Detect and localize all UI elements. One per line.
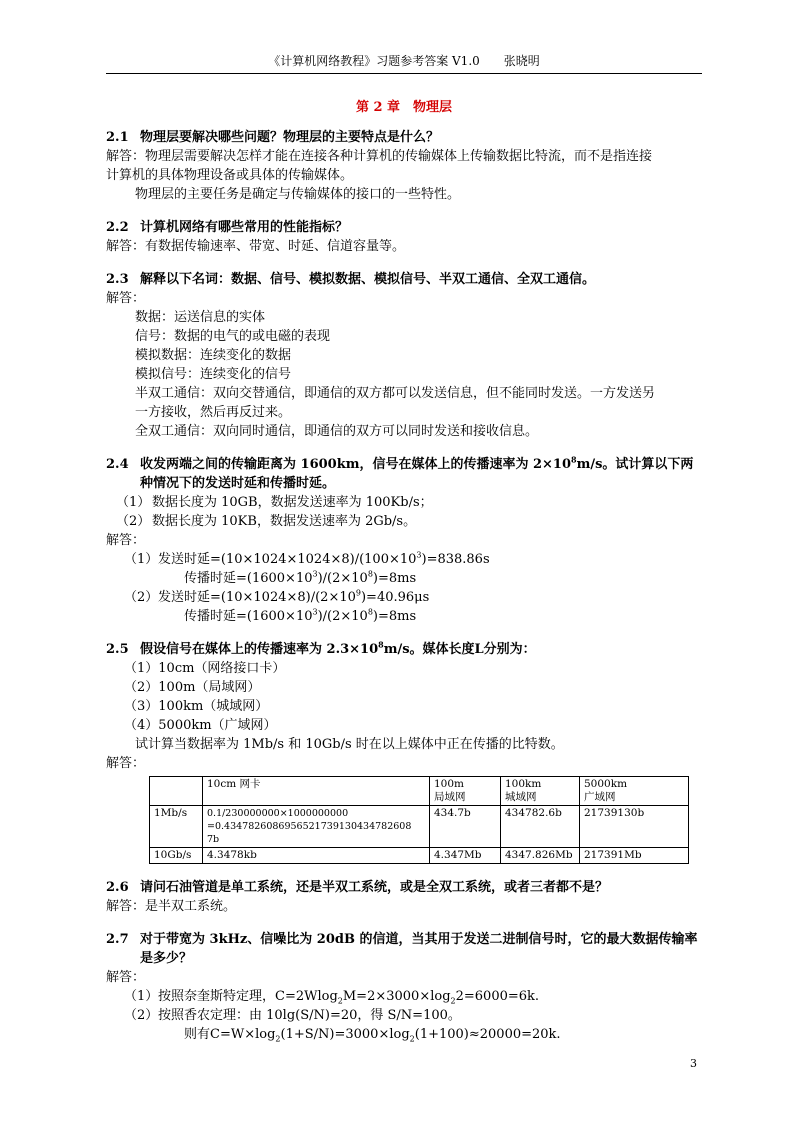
formula-part: )=838.86s [421,552,490,567]
definition-half-duplex-cont: 一方接收，然后再反过来。 [135,405,292,420]
table-row [150,806,689,848]
question-2-2 [106,218,702,237]
solution-nyquist [106,987,702,1006]
condition-1 [106,493,702,512]
formula-part: )=40.96μs [360,590,430,605]
formula-part: 发送时延=(10×1024×1024×8)/(100×10 [158,552,417,567]
table-cell [501,777,580,806]
solution-1-send-delay [106,550,702,569]
table-cell [150,777,203,806]
item-number: （1） [124,989,159,1004]
answer-line: 计算机的具体物理设备或具体的传输媒体。 [106,168,354,183]
question-number: 2.7 [106,932,129,947]
condition-2 [106,512,702,531]
table-cell: 1Mb/s [150,806,203,848]
question-text [140,640,702,659]
question-text: 计算机网络有哪些常用的性能指标？ [140,220,349,235]
formula-part: 按照奈奎斯特定理，C=2Wlog [158,989,338,1004]
formula-part: 传播时延=(1600×10 [184,571,313,586]
formula-part: 传播时延=(1600×10 [184,609,313,624]
question-number: 2.1 [106,130,129,145]
table-cell [580,777,689,806]
superscript: 3 [416,550,422,560]
table-cell: 4347.826Mb [501,848,580,864]
question-text-part: 假设信号在媒体上的传播速率为 2.3×10 [140,642,379,657]
superscript: 9 [355,588,361,598]
superscript: 8 [378,639,384,650]
page-header: 《计算机网络教程》习题参考答案 V1.0 张晓明 [106,52,702,74]
header-line: 100m [434,778,464,790]
formula-part: )/(2×10 [317,609,368,624]
superscript: 3 [312,569,318,579]
solution-2-send-delay [106,588,702,607]
header-line: 城域网 [505,791,537,803]
question-text: 解释以下名词：数据、信号、模拟数据、模拟信号、半双工通信、全双工通信。 [140,272,596,287]
question-2-3 [106,270,702,289]
table-cell [203,806,430,848]
answer-label: 解答： [106,756,146,771]
question-number: 2.3 [106,272,129,287]
option-3: （3）100km（城域网） [124,699,269,714]
header-line: 广域网 [584,791,616,803]
formula-part: )=8ms [372,609,417,624]
subscript: 2 [409,1034,415,1044]
item-number: （1） [116,495,151,510]
formula-part: 发送时延=(10×1024×8)/(2×10 [158,590,356,605]
definition-analog-signal: 模拟信号：连续变化的信号 [135,367,292,382]
subscript: 2 [337,996,343,1006]
question-text [140,455,702,493]
formula [158,987,539,1006]
definition-full-duplex: 全双工通信：双向同时通信，即通信的双方可以同时发送和接收信息。 [135,424,539,439]
answer-line: 解答：物理层需要解决怎样才能在连接各种计算机的传输媒体上传输数据比特流，而不是指连接 [106,149,653,164]
formula-part: (1+S/N)=3000×log [280,1027,410,1042]
document-body [106,128,702,1044]
answer-line: 物理层的主要任务是确定与传输媒体的接口的一些特性。 [135,187,461,202]
table-cell [430,777,501,806]
question-number: 2.4 [106,457,129,472]
page-number: 3 [690,1057,697,1070]
question-text: 物理层要解决哪些问题？物理层的主要特点是什么？ [140,130,440,145]
header-line: 局域网 [434,791,466,803]
question-text-part: m/s。试计算以下两种情况下的发送时延和传播时延。 [140,457,694,491]
formula-part: 则有C=W×log [184,1027,276,1042]
table-cell: 10Gb/s [150,848,203,864]
solution-1-prop-delay [106,569,702,588]
question-2-4 [106,455,702,493]
chapter-title: 第 2 章 物理层 [355,100,453,115]
header-line: 5000km [584,778,628,790]
formula-part: (1+100)≈20000=20k. [414,1027,561,1042]
question-2-6 [106,878,702,897]
formula-part: M=2×3000×log [342,989,451,1004]
condition-text: 数据长度为 10KB，数据发送速率为 2Gb/s。 [152,514,417,529]
question-text: 对于带宽为 3kHz、信噪比为 20dB 的信道，当其用于发送二进制信号时，它的最大数据传输率是多少？ [140,932,698,966]
table-cell: 4.3478kb [203,848,430,864]
question-ask: 试计算当数据率为 1Mb/s 和 10Gb/s 时在以上媒体中正在传播的比特数。 [135,737,564,752]
table-cell: 21739130b [580,806,689,848]
condition-text: 数据长度为 10GB，数据发送速率为 100Kb/s； [152,495,433,510]
question-text-part: m/s。媒体长度L分别为： [383,642,536,657]
superscript: 8 [367,569,373,579]
subscript: 2 [450,996,456,1006]
subscript: 2 [275,1034,281,1044]
answer-line: 解答：有数据传输速率、带宽、时延、信道容量等。 [106,239,406,254]
question-2-1 [106,128,702,147]
table-row [150,848,689,864]
definition-data: 数据：运送信息的实体 [135,310,266,325]
solution-shannon-result [106,1025,702,1044]
formula-part: )=8ms [372,571,417,586]
option-2: （2）100m（局域网） [124,680,261,695]
table-cell: 217391Mb [580,848,689,864]
formula [158,550,490,569]
answer-label: 解答： [106,970,146,985]
definition-analog-data: 模拟数据：连续变化的数据 [135,348,292,363]
table-cell: 434782.6b [501,806,580,848]
table-header-row [150,777,689,806]
question-2-7 [106,930,702,968]
solution-shannon [106,1006,702,1025]
table-cell: 434.7b [430,806,501,848]
question-text-part: 收发两端之间的传输距离为 1600km，信号在媒体上的传播速率为 2×10 [140,457,572,472]
superscript: 8 [367,607,373,617]
formula: 按照香农定理：由 10lg(S/N)=20，得 S/N=100。 [158,1008,461,1023]
question-2-5 [106,640,702,659]
item-number: （2） [124,1008,159,1023]
formula-part: 2=6000=6k. [455,989,540,1004]
item-number: （2） [124,590,159,605]
superscript: 8 [571,454,577,465]
superscript: 3 [312,607,318,617]
table-cell: 4.347Mb [430,848,501,864]
header-line: 100km [505,778,542,790]
formula-part: )/(2×10 [317,571,368,586]
bits-in-transit-table [149,776,689,864]
cell-line: =0.4347826086956521739130434782608 7b [207,821,412,845]
cell-line: 0.1/230000000×1000000000 [207,808,349,819]
question-number: 2.5 [106,642,129,657]
answer-line: 解答：是半双工系统。 [106,899,237,914]
answer-label: 解答： [106,533,146,548]
option-4: （4）5000km（广域网） [124,718,277,733]
question-text: 请问石油管道是单工系统，还是半双工系统，或是全双工系统，或者三者都不是？ [140,880,609,895]
definition-signal: 信号：数据的电气的或电磁的表现 [135,329,331,344]
definition-half-duplex: 半双工通信：双向交替通信，即通信的双方都可以发送信息，但不能同时发送。一方发送另 [135,386,656,401]
solution-2-prop-delay [106,607,702,626]
question-number: 2.2 [106,220,129,235]
table-cell: 10cm 网卡 [203,777,430,806]
item-number: （2） [116,514,151,529]
question-number: 2.6 [106,880,129,895]
item-number: （1） [124,552,159,567]
formula [158,588,429,607]
answer-label: 解答： [106,291,146,306]
option-1: （1）10cm（网络接口卡） [124,661,286,676]
